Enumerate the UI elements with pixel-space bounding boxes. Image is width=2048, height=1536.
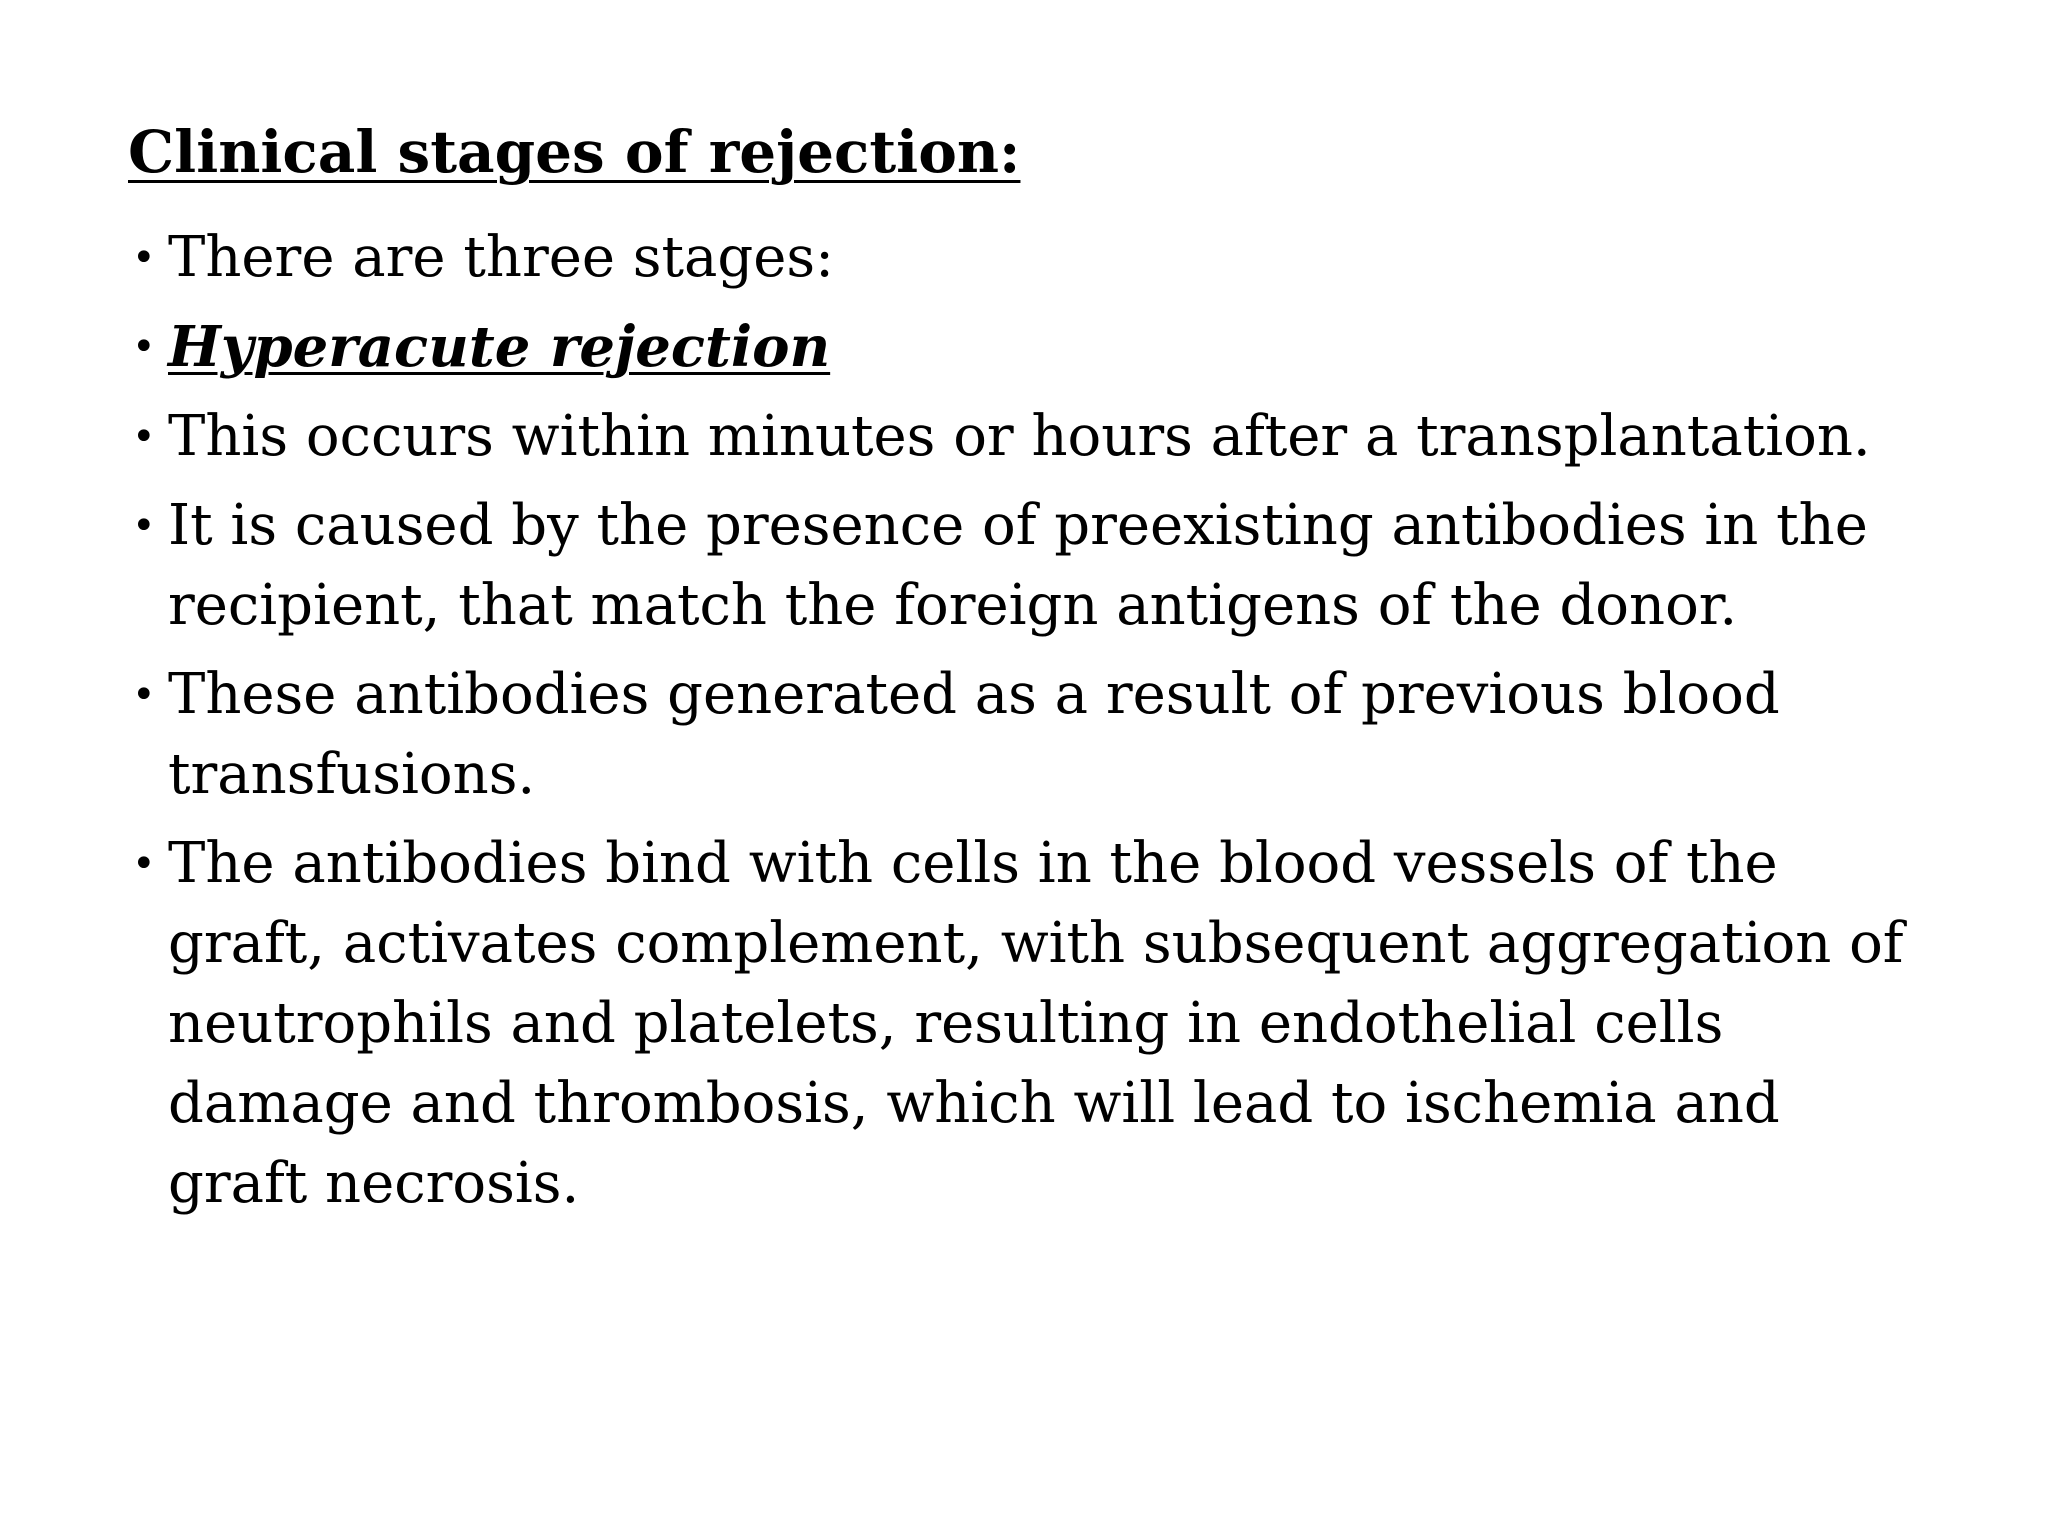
bullet-icon: • [132, 672, 156, 718]
bullet-text: It is caused by the presence of preexisting antibodies in the recipient, that match the foreign antigens of the donor. [168, 493, 1868, 638]
bullet-item [128, 218, 1928, 298]
bullet-icon: • [132, 324, 156, 370]
bullet-heading-hyperacute: Hyperacute rejection [168, 314, 831, 380]
slide-title: Clinical stages of rejection: [128, 118, 1021, 186]
bullet-text: This occurs within minutes or hours after a transplantation. [168, 404, 1871, 469]
bullet-text: These antibodies generated as a result of previous blood transfusions. [168, 662, 1780, 807]
bullet-icon: • [132, 841, 156, 887]
bullet-item [128, 397, 1928, 477]
bullet-icon: • [132, 503, 156, 549]
bullet-item [128, 307, 1928, 388]
bullet-text: The antibodies bind with cells in the blood vessels of the graft, activates complement, with subsequent aggregation of neutrophils and platelets, resulting in endothelial cells damage and thrombosis, which will lead to ischemia and graft necrosis. [168, 831, 1904, 1216]
bullet-list [128, 218, 1928, 1233]
bullet-item [128, 486, 1928, 646]
bullet-text: There are three stages: [168, 225, 835, 290]
bullet-icon: • [132, 414, 156, 460]
bullet-item [128, 655, 1928, 815]
bullet-icon: • [132, 235, 156, 281]
bullet-item [128, 824, 1928, 1224]
